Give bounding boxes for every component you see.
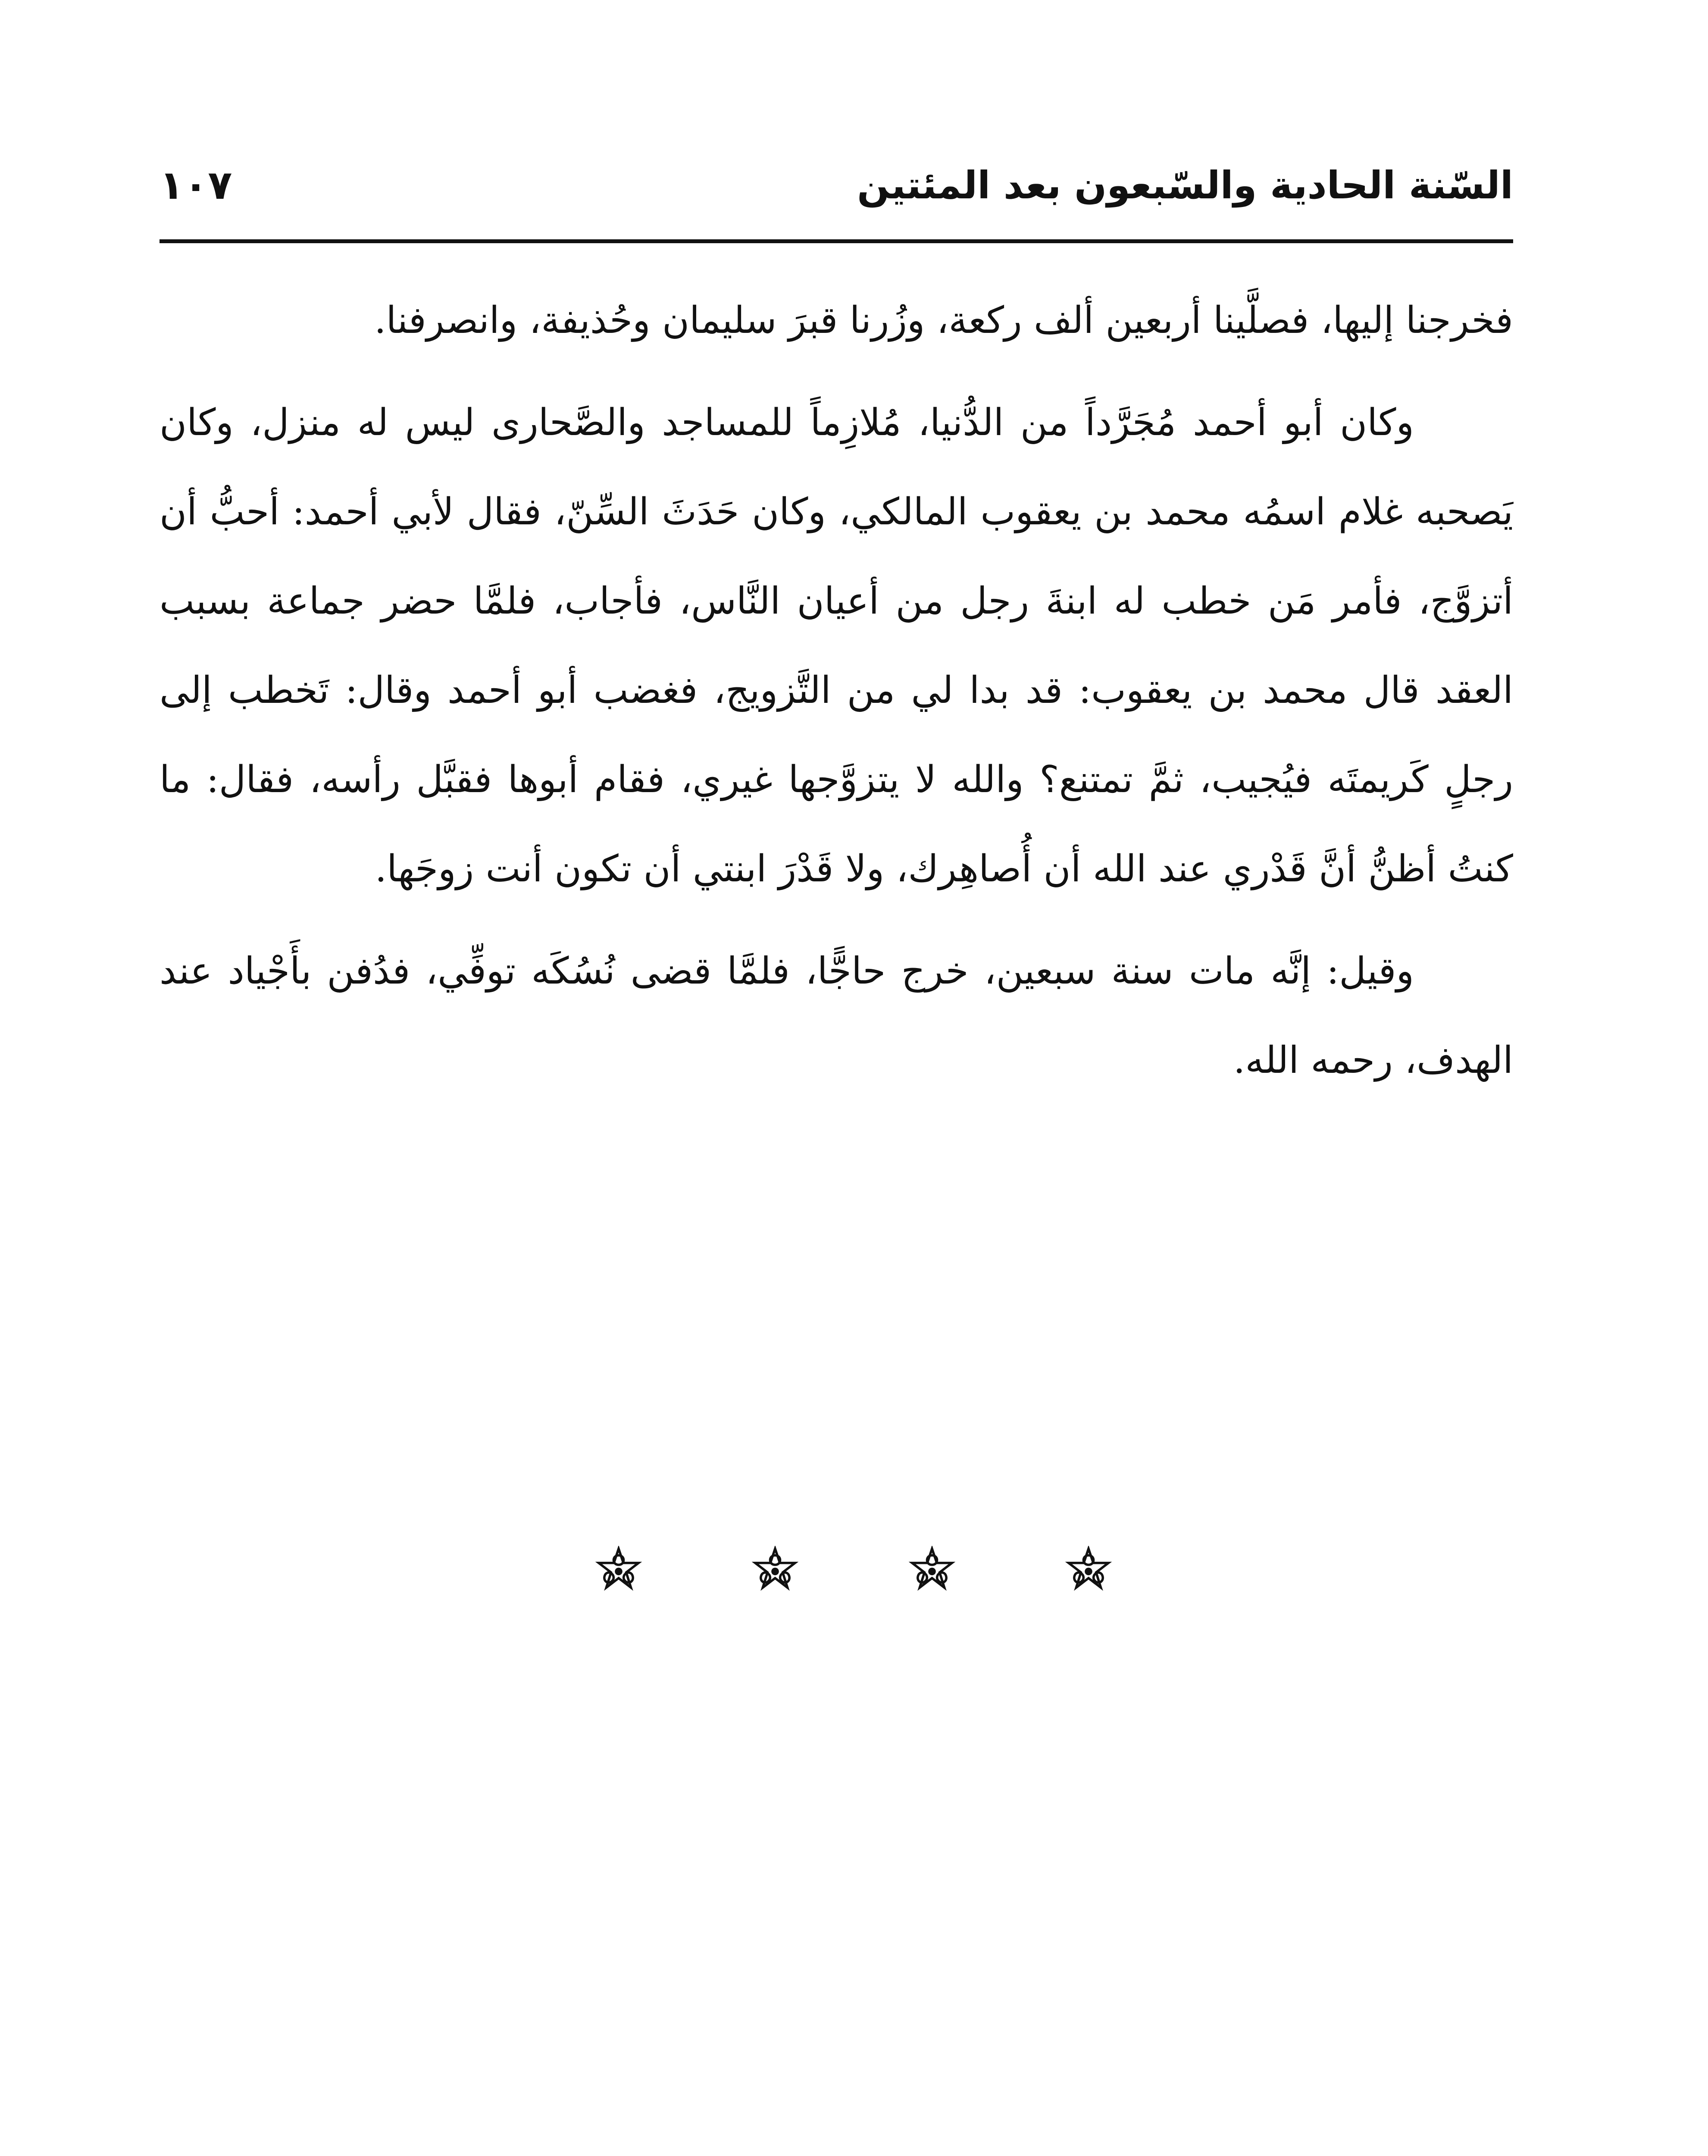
page-header bbox=[160, 155, 1513, 220]
section-end-ornaments bbox=[595, 1535, 1112, 1604]
paragraph: فخرجنا إليها، فصلَّينا أربعين ألف ركعة، وزُرنا قبرَ سليمان وحُذيفة، وانصرفنا. bbox=[374, 299, 1513, 342]
paragraph: وكان أبو أحمد مُجَرَّداً من الدُّنيا، مُلازِماً للمساجد والصَّحارى ليس له منزل، وكان يَصحبه غلام اسمُه محمد بن يعقوب المالكي، وكان حَدَثَ السِّنّ، فقال لأبي أحمد: أحبُّ أن أتزوَّج، فأمر مَن خطب له ابنةَ رجل من أعيان النَّاس، فأجاب، فلمَّا حضر جماعة بسبب العقد قال محمد بن يعقوب: قد بدا لي من التَّزويج، فغضب أبو أحمد وقال: تَخطب إلى رجلٍ كَريمتَه فيُجيب، ثمَّ تمتنع؟ والله لا يتزوَّجها غيري، فقام أبوها فقبَّل رأسه، فقال: ما كنتُ أظنُّ أنَّ قَدْري عند الله أن أُصاهِرك، ولا قَدْرَ ابنتي أن تكون أنت زوجَها. bbox=[160, 401, 1513, 890]
flower-ornament-icon bbox=[595, 1546, 642, 1593]
running-title: السّنة الحادية والسّبعون بعد المئتين bbox=[857, 163, 1513, 207]
paragraph: وقيل: إنَّه مات سنة سبعين، خرج حاجًّا، فلمَّا قضى نُسُكَه توفِّي، فدُفن بأَجْياد عند الهدف، رحمه الله. bbox=[160, 950, 1513, 1082]
flower-ornament-icon bbox=[908, 1546, 956, 1593]
flower-ornament-icon bbox=[751, 1546, 799, 1593]
header-rule bbox=[160, 239, 1513, 243]
body-text bbox=[160, 276, 1513, 1118]
flower-ornament-icon bbox=[1065, 1546, 1112, 1593]
page-number: ١٠٧ bbox=[160, 162, 232, 208]
